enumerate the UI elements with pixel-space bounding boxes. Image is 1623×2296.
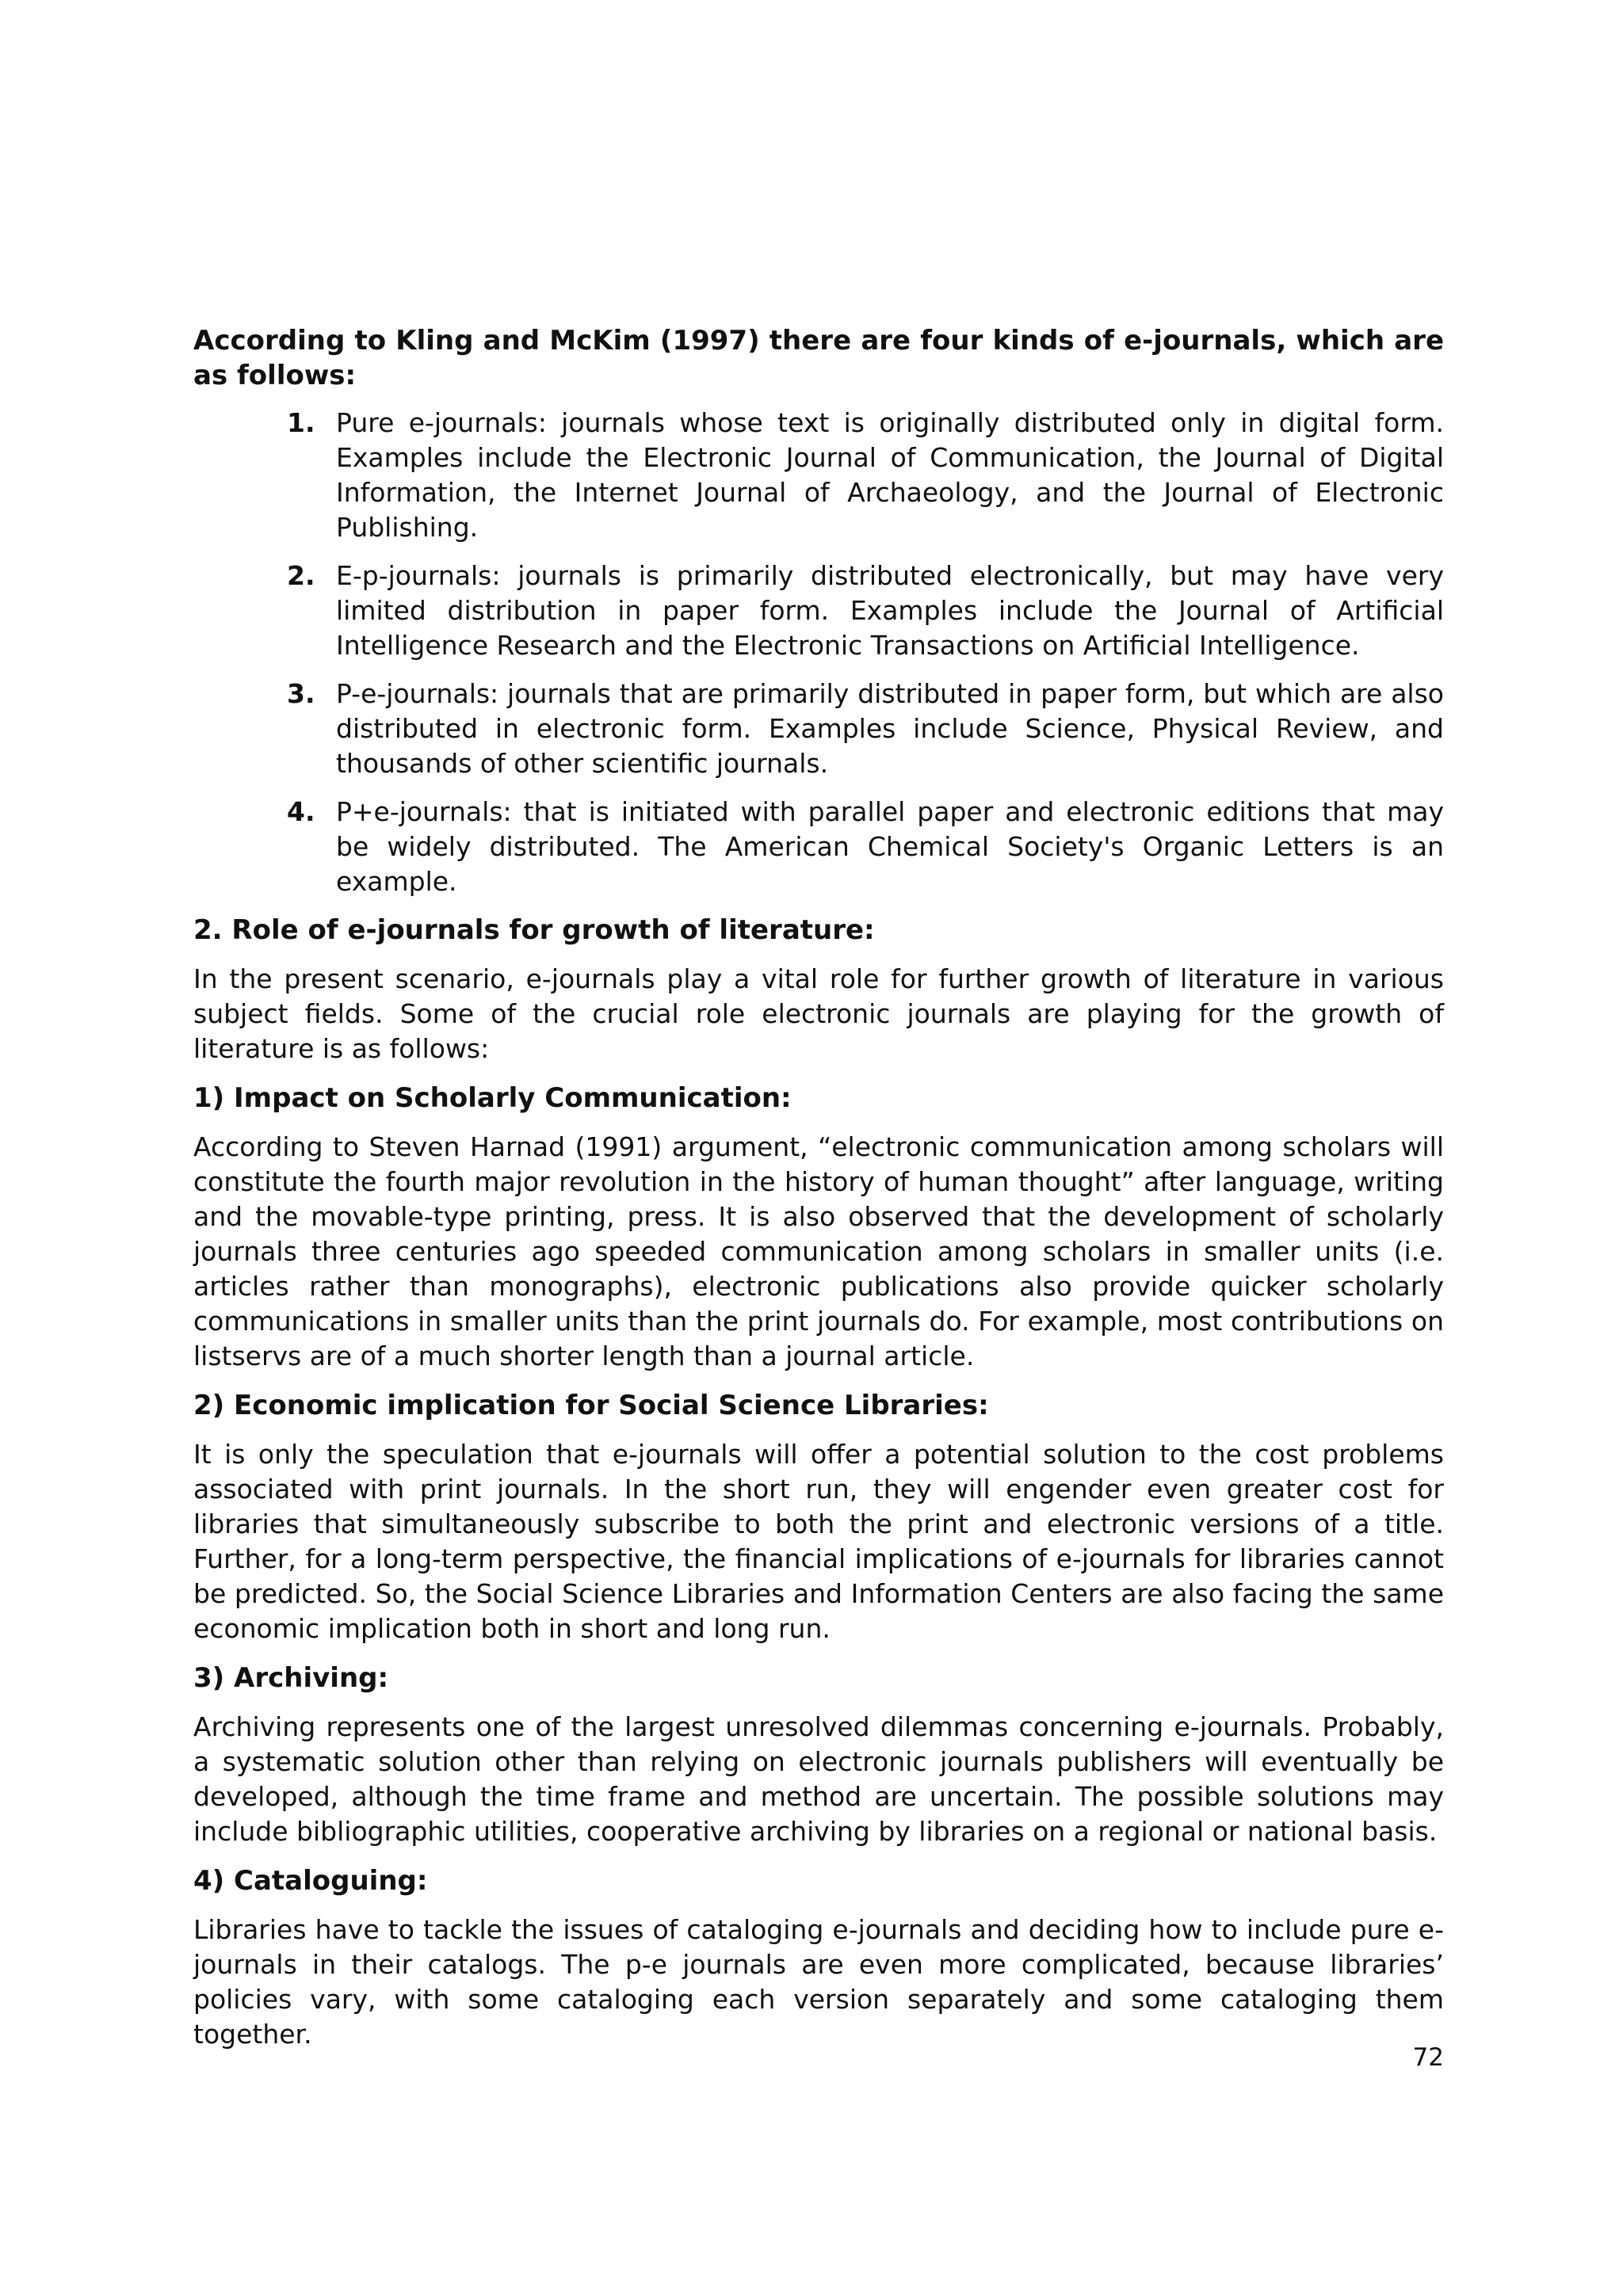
ejournal-kinds-list <box>193 406 1444 899</box>
list-text: P+e-journals: that is initiated with parallel paper and electronic editions that may be widely distributed. The American Chemical Society's Organic Letters is an example. <box>336 796 1444 897</box>
section-body-impact: According to Steven Harnad (1991) argument, “electronic communication among scholars will constitute the fourth major revolution in the history of human thought” after language, writing and the movable-type printing, press. It is also observed that the development of scholarly journals three centuries ago speeded communication among scholars in smaller units (i.e. articles rather than monographs), electronic publications also provide quicker scholarly communications in smaller units than the print journals do. For example, most contributions on listservs are of a much shorter length than a journal article. <box>193 1131 1444 1371</box>
list-item <box>193 677 1444 781</box>
section-heading-impact: 1) Impact on Scholarly Communication: <box>193 1082 792 1114</box>
section-body-cataloguing: Libraries have to tackle the issues of cataloging e-journals and deciding how to include pure e-journals in their catalogs. The p-e journals are even more complicated, because libraries’ policies vary, with some cataloging each version separately and some cataloging them together. <box>193 1914 1444 2050</box>
list-text: Pure e-journals: journals whose text is originally distributed only in digital form. Examples include the Electronic Journal of Communication, the Journal of Digital Information, the Internet Journal of Archaeology, and the Journal of Electronic Publishing. <box>336 407 1444 543</box>
list-item <box>193 795 1444 899</box>
section-body-economic: It is only the speculation that e-journals will offer a potential solution to the cost problems associated with print journals. In the short run, they will engender even greater cost for libraries that simultaneously subscribe to both the print and electronic versions of a title. Further, for a long-term perspective, the financial implications of e-journals for libraries cannot be predicted. So, the Social Science Libraries and Information Centers are also facing the same economic implication both in short and long run. <box>193 1439 1444 1644</box>
list-item <box>193 406 1444 545</box>
section-heading-archiving: 3) Archiving: <box>193 1662 389 1694</box>
list-text: E-p-journals: journals is primarily distributed electronically, but may have very limited distribution in paper form. Examples include the Journal of Artificial Intelligence Research and the Electronic Transactions on Artificial Intelligence. <box>336 560 1444 661</box>
list-item <box>193 559 1444 663</box>
section-heading-cataloguing: 4) Cataloguing: <box>193 1865 428 1897</box>
section-body-role: In the present scenario, e-journals play a vital role for further growth of literature in various subject fields. Some of the crucial role electronic journals are playing for the growth of literature is as follows: <box>193 963 1444 1064</box>
section-heading-role: 2. Role of e-journals for growth of literature: <box>193 914 875 946</box>
page-number: 72 <box>1412 2043 1444 2072</box>
section-heading-economic: 2) Economic implication for Social Science Libraries: <box>193 1390 989 1421</box>
list-number: 4. <box>287 796 315 827</box>
list-number: 3. <box>287 678 315 709</box>
intro-paragraph: According to Kling and McKim (1997) there are four kinds of e-journals, which are as follows: <box>193 325 1444 391</box>
document-page <box>193 323 1444 2066</box>
section-body-archiving: Archiving represents one of the largest unresolved dilemmas concerning e-journals. Probably, a systematic solution other than relying on electronic journals publishers will eventually be developed, although the time frame and method are uncertain. The possible solutions may include bibliographic utilities, cooperative archiving by libraries on a regional or national basis. <box>193 1711 1444 1847</box>
list-number: 2. <box>287 560 315 591</box>
list-number: 1. <box>287 407 315 438</box>
list-text: P-e-journals: journals that are primarily distributed in paper form, but which are also distributed in electronic form. Examples include Science, Physical Review, and thousands of other scientific journals. <box>336 678 1444 779</box>
